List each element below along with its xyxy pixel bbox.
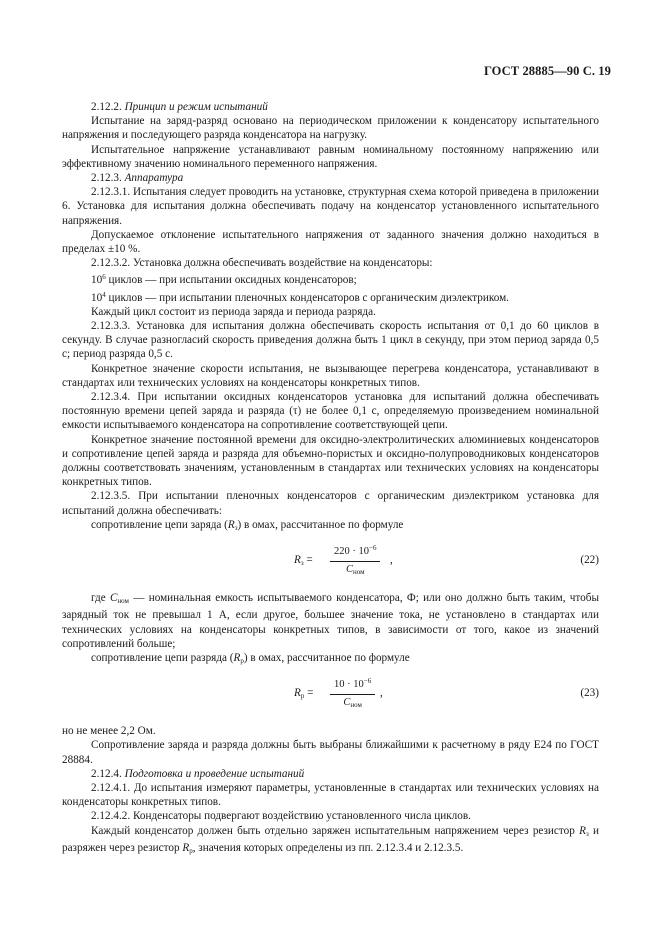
list-item: $10^6$ циклов — при испытании оксидных конденсаторов; [91,273,357,287]
formula-lhs: $R_р$ = [294,687,314,701]
list-item: $10^4$ циклов — при испытании пленочных конденсаторов с органическим диэлектриком. [91,290,509,304]
document-body [62,100,599,858]
paragraph: Испытательное напряжение устанавливают равным номинальному постоянному напряжению или эффективному значению номинального переменного напряжения. [62,143,599,170]
section-number: 2.12.2. [91,101,122,113]
paragraph: Допускаемое отклонение испытательного напряжения от заданного значения должно находиться в пределах ±10 %. [62,228,599,256]
paragraph: где $C_{ном}$ — номинальная емкость испытываемого конденсатора, Ф; или оно должно быть таким, чтобы зарядный ток не превышал 1 А, если другое, большее значение тока, не установлено в стандартах или технических условиях на конденсаторы конкретных типов, в зависимости от того, какое из значений сопротивлений больше; [62,592,599,650]
paragraph: Каждый цикл состоит из периода заряда и периода разряда. [91,305,376,318]
denominator: $C_{ном}$ [345,564,365,577]
paragraph: Сопротивление заряда и разряда должны быть выбраны ближайшими к расчетному в ряду Е24 по ГОСТ 28884. [62,739,599,766]
equation-number: (22) [580,554,599,567]
section-title: Подготовка и проведение испытаний [124,767,305,780]
paragraph: но не менее 2,2 Ом. [62,725,156,738]
paragraph: сопротивление цепи разряда $(R_р)$ в омах, рассчитанное по формуле [91,651,410,665]
section-number: 2.12.3. [91,172,122,185]
equation-number: (23) [580,687,599,700]
paragraph: 2.12.3.5. При испытании пленочных конденсаторов с органическим диэлектриком установка для испытаний должна обеспечивать: [62,490,599,517]
denominator: $C_{ном}$ [343,697,362,710]
fraction-bar [330,694,375,695]
section-heading-2-12-3 [62,171,599,185]
formula-lhs: $R_з$ = [294,554,313,568]
section-number: 2.12.4. [91,767,122,780]
paragraph: 2.12.3.2. Установка должна обеспечивать воздействие на конденсаторы: [91,257,433,270]
paragraph: Конкретное значение постоянной времени для оксидно-электролитических алюминиевых конденсаторов и сопротивление цепей заряда и разряда для объемно-пористых и оксидно-полупроводниковых конденсаторов должны соответствовать значениям, установленным в стандартах или технических условиях на конденсаторы конкретных типов. [62,433,599,489]
paragraph: Каждый конденсатор должен быть отдельно заряжен испытательным напряжением через резистор $R_з$ и разряжен через резистор $R_р$, значения которых определены из пп. 2.12.3.4 и 2.12.3.5. [62,824,599,855]
paragraph: сопротивление цепи заряда $(R_з)$ в омах, рассчитанное по формуле [91,518,404,532]
paragraph: 2.12.4.2. Конденсаторы подвергают воздействию установленного числа циклов. [91,810,471,823]
fraction-bar [330,561,380,562]
paragraph: 2.12.3.3. Установка для испытания должна обеспечивать скорость испытания от 0,1 до 60 циклов в секунду. В случае разногласий скорость приведения должна быть 1 цикл в секунду, при этом период заряда 0,5 с; период разряда 0,5 с. [62,320,599,361]
paragraph: Конкретное значение скорости испытания, не вызывающее перегрева конденсатора, устанавливают в стандартах или технических условиях на конденсаторы конкретных типов. [62,362,599,389]
formula-23: $R_р$ = $10 \cdot 10^{-6}$ $C_{ном}$ , (23) [62,668,599,724]
page-header: ГОСТ 28885—90 С. 19 [483,64,611,78]
section-heading-2-12-4 [62,767,599,781]
formula-fraction [330,541,380,579]
paragraph: 2.12.4.1. До испытания измеряют параметры, установленные в стандартах или технических условиях на конденсаторы конкретных типов. [62,781,599,809]
section-title: Принцип и режим испытаний [124,101,268,113]
numerator: $220 \cdot 10^{-6}$ [334,544,377,558]
paragraph: 2.12.3.1. Испытания следует проводить на установке, структурная схема которой приведена в приложении 6. Установка для испытания должна обеспечивать подачу на конденсатор установленного испытательного напряжения. [62,186,599,227]
section-heading-2-12-2 [62,100,599,114]
formula-fraction [330,674,375,712]
paragraph: 2.12.3.4. При испытании оксидных конденсаторов установка для испытаний должна обеспечивать постоянную времени цепей заряда и разряда (τ) не более 0,1 с, определяемую произведением номинальной емкости испытываемого конденсатора на сопротивление соответствующей цепи. [62,391,599,432]
numerator: $10 \cdot 10^{-6}$ [334,677,372,691]
paragraph: Испытание на заряд-разряд основано на периодическом приложении к конденсатору испытательного напряжения и последующего разряда конденсатора на нагрузку. [62,115,599,142]
section-title: Аппаратура [124,172,184,185]
formula-22: $R_з$ = $220 \cdot 10^{-6}$ $C_{ном}$ , (22) [62,535,599,591]
